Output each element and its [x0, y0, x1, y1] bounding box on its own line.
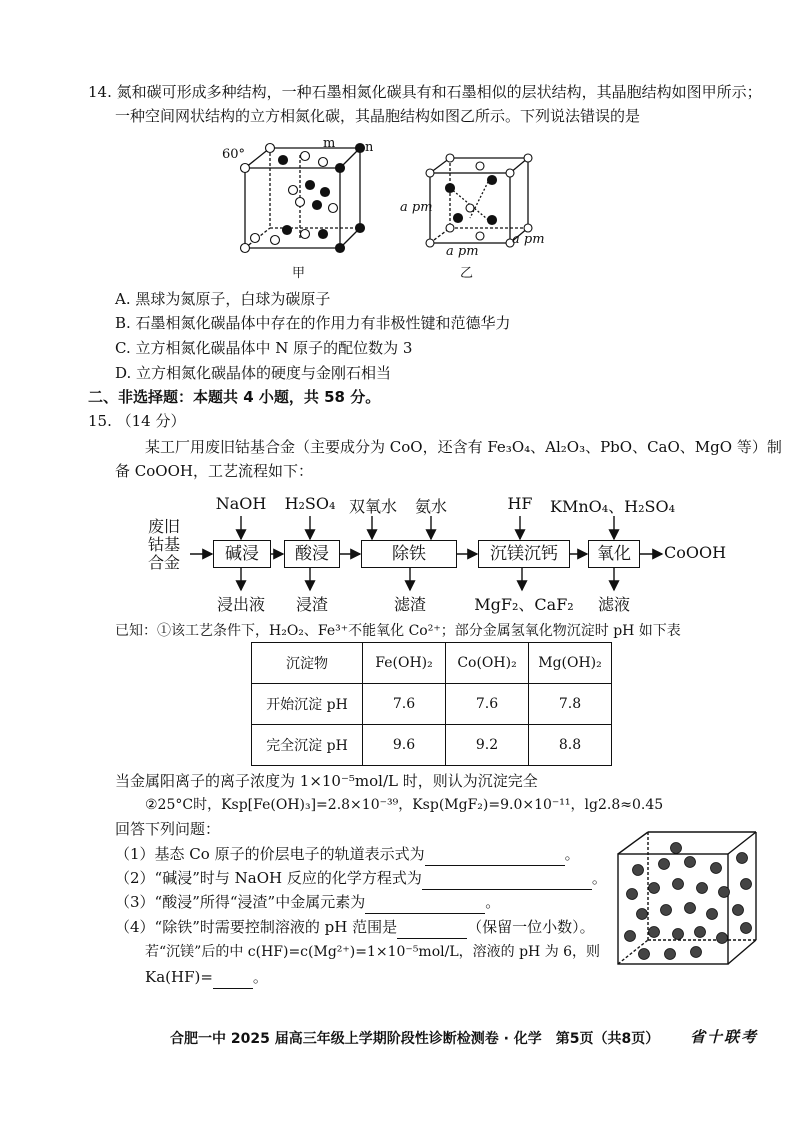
subq-4-followup: 若“沉镁”后的中 c(HF)=c(Mg²⁺)=1×10⁻⁵mol/L，溶液的 pH 为 6，则 [145, 944, 601, 960]
subq-ka [145, 966, 268, 989]
caption-jia: 甲 [292, 266, 306, 281]
crystal-cell-figure [608, 822, 768, 972]
answer-blank-4[interactable] [397, 916, 467, 939]
exam-stamp: 省十联考 [690, 1028, 759, 1046]
q14-line1: 14. 氮和碳可形成多种结构，一种石墨相氮化碳具有和石墨相似的层状结构，其晶胞结构如图甲所示； [88, 83, 762, 101]
label-n: n [365, 140, 374, 155]
reagent-naoh: NaOH [215, 494, 267, 513]
subq-2 [115, 867, 607, 890]
answer-blank-5[interactable] [213, 966, 253, 989]
table-cell: 9.2 [446, 725, 529, 766]
table-cell: 9.6 [363, 725, 446, 766]
subq-4-tail: （保留一位小数）。 [467, 918, 595, 936]
subq-1-text: （1）基态 Co 原子的价层电子的轨道表示式为 [115, 845, 425, 863]
table-header-cell: Fe(OH)₂ [363, 643, 446, 684]
table-cell: 开始沉淀 pH [252, 684, 363, 725]
label-m: m [323, 136, 336, 151]
known-2: ②25°C时，Ksp[Fe(OH)₃]=2.8×10⁻³⁹，Ksp(MgF₂)=9.0×10⁻¹¹，lg2.8≈0.45 [145, 797, 664, 813]
subq-2-tail: 。 [591, 869, 607, 887]
option-b: B. 石墨相氮化碳晶体中存在的作用力有非极性键和范德华力 [115, 314, 511, 332]
table-row [252, 725, 612, 766]
subq-ka-tail: 。 [252, 968, 268, 986]
option-a: A. 黑球为氮原子，白球为碳原子 [115, 290, 331, 308]
a-pm-right: a pm [512, 232, 545, 247]
option-d: D. 立方相氮化碳晶体的硬度与金刚石相当 [115, 364, 392, 382]
step-alkali-leach: 碱浸 [213, 540, 271, 568]
table-cell: 7.6 [363, 684, 446, 725]
subq-1-tail: 。 [564, 845, 580, 863]
answer-blank-3[interactable] [365, 891, 485, 914]
subq-3-tail: 。 [485, 893, 501, 911]
angle-label: 60° [222, 147, 246, 162]
step-oxidation: 氧化 [588, 540, 640, 568]
reagent-h2o2: 双氧水 [348, 497, 397, 516]
step-iron-removal: 除铁 [361, 540, 457, 568]
page-footer: 合肥一中 2025 届高三年级上学期阶段性诊断检测卷 · 化学 第5页（共8页） [170, 1031, 660, 1047]
q15-header: 15. （14 分） [88, 412, 186, 430]
table-cell: 8.8 [529, 725, 612, 766]
ph-table [251, 642, 612, 766]
table-cell: 完全沉淀 pH [252, 725, 363, 766]
flow-start-line1: 废旧 [148, 517, 181, 536]
answer-blank-2[interactable] [422, 867, 592, 890]
flow-start-line3: 合金 [148, 553, 181, 572]
subq-2-text: （2）“碱浸”时与 NaOH 反应的化学方程式为 [115, 869, 422, 887]
subq-3-text: （3）“酸浸”所得“浸渣”中金属元素为 [115, 893, 366, 911]
table-row [252, 684, 612, 725]
known-1: 已知：①该工艺条件下，H₂O₂、Fe³⁺不能氧化 Co²⁺；部分金属氢氧化物沉淀时 pH 如下表 [115, 623, 681, 639]
step-acid-leach: 酸浸 [284, 540, 340, 568]
output-residue: 浸渣 [295, 595, 328, 614]
known-note: 当金属阳离子的离子浓度为 1×10⁻⁵mol/L 时，则认为沉淀完全 [115, 772, 538, 790]
subq-3 [115, 891, 500, 914]
a-pm-bottom: a pm [446, 244, 479, 259]
answer-blank-1[interactable] [425, 843, 565, 866]
reagent-kmno4-h2so4: KMnO₄、H₂SO₄ [550, 497, 676, 516]
section-title: 二、非选择题：本题共 4 小题，共 58 分。 [88, 388, 381, 406]
subq-ka-text: Ka(HF)= [145, 968, 213, 986]
reagent-h2so4: H₂SO₄ [284, 494, 336, 513]
q15-intro2: 备 CoOOH，工艺流程如下： [115, 462, 313, 480]
caption-yi: 乙 [460, 266, 474, 281]
table-cell: 7.8 [529, 684, 612, 725]
table-header-row [252, 643, 612, 684]
flow-start-line2: 钴基 [148, 535, 181, 554]
output-mgf2-caf2: MgF₂、CaF₂ [474, 595, 574, 614]
product-cooh: CoOOH [664, 543, 727, 562]
output-filtrate: 滤液 [597, 595, 630, 614]
q14-line2: 一种空间网状结构的立方相氮化碳，其晶胞结构如图乙所示。下列说法错误的是 [115, 107, 641, 125]
reagent-hf: HF [507, 494, 533, 513]
output-filter-residue: 滤渣 [393, 595, 426, 614]
table-header-cell: Mg(OH)₂ [529, 643, 612, 684]
output-leachate: 浸出液 [216, 595, 265, 614]
table-cell: 7.6 [446, 684, 529, 725]
a-pm-left: a pm [400, 200, 433, 215]
option-c: C. 立方相氮化碳晶体中 N 原子的配位数为 3 [115, 339, 413, 357]
subq-4-text: （4）“除铁”时需要控制溶液的 pH 范围是 [115, 918, 398, 936]
reagent-ammonia: 氨水 [414, 497, 447, 516]
step-mg-ca-precip: 沉镁沉钙 [478, 540, 570, 568]
table-header-cell: 沉淀物 [252, 643, 363, 684]
subq-1 [115, 843, 580, 866]
answer-prompt: 回答下列问题： [115, 820, 221, 838]
subq-4 [115, 916, 595, 939]
q15-intro1: 某工厂用废旧钴基合金（主要成分为 CoO，还含有 Fe₃O₄、Al₂O₃、PbO、CaO、MgO 等）制 [145, 438, 782, 456]
table-header-cell: Co(OH)₂ [446, 643, 529, 684]
